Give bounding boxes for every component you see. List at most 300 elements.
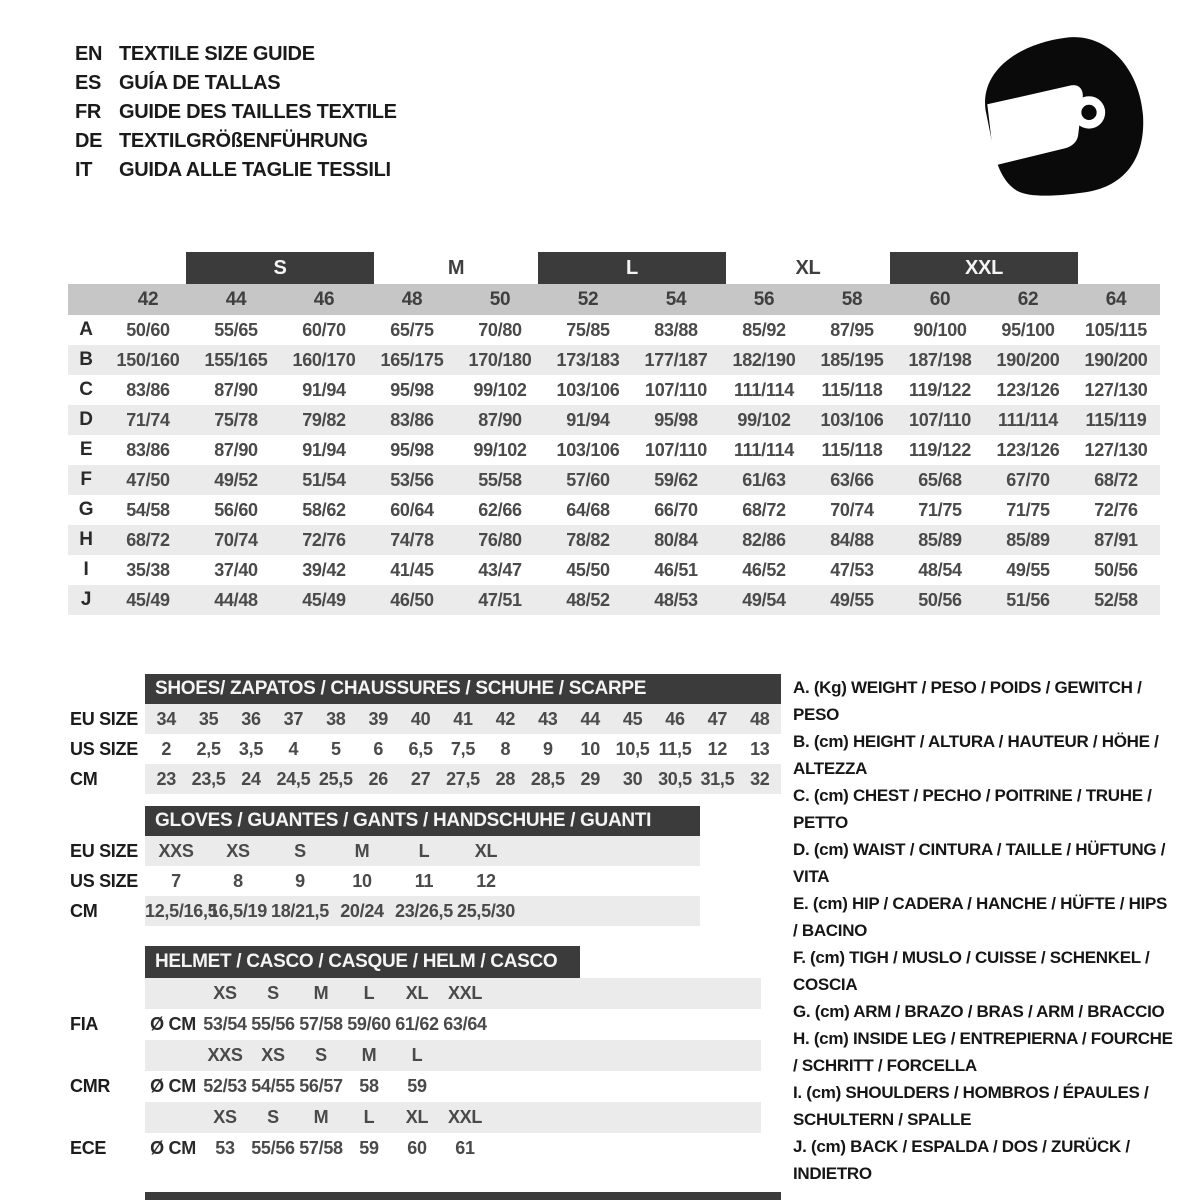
size-value-cell: 66/70: [654, 499, 698, 520]
size-value-cell: 127/130: [1084, 379, 1148, 400]
size-value-cell: 70/74: [830, 499, 874, 520]
racing-helmet-icon: [972, 30, 1152, 202]
size-value-cell: 119/122: [909, 379, 971, 400]
size-value-cell: 47: [707, 708, 728, 729]
size-value-cell: 11: [414, 870, 434, 891]
size-value-cell: 55/56: [251, 1138, 295, 1158]
size-value-cell: 53/54: [203, 1014, 247, 1034]
row-letter: A: [79, 319, 93, 340]
language-row: [75, 40, 397, 69]
column-header: 56: [753, 288, 775, 310]
measurement-legend: [793, 674, 1175, 1187]
textile-size-table: [68, 252, 1160, 615]
size-value-cell: 57/58: [299, 1138, 343, 1158]
size-value-cell: 123/126: [996, 379, 1060, 400]
size-value-cell: 23: [156, 768, 176, 789]
size-value-cell: 103/106: [556, 379, 620, 400]
language-row: [75, 98, 397, 127]
language-row: [75, 127, 397, 156]
size-value-cell: 23/26,5: [395, 900, 453, 921]
size-value-cell: 9: [295, 870, 305, 891]
size-value-cell: 42: [495, 708, 516, 729]
helmet-size-table: [70, 946, 781, 1164]
row-letter: C: [79, 379, 93, 400]
size-value-cell: XXL: [447, 983, 483, 1003]
size-value-cell: 50/60: [126, 319, 170, 340]
size-value-cell: 83/86: [126, 379, 170, 400]
size-value-cell: 79/82: [302, 409, 346, 430]
value-band: [145, 978, 761, 1009]
row-letter: B: [79, 349, 93, 370]
size-value-cell: 115/119: [1085, 409, 1147, 430]
language-code: ES: [75, 72, 102, 94]
row-letter: D: [79, 409, 93, 430]
size-value-cell: 68/72: [1094, 469, 1138, 490]
size-value-cell: 64/68: [566, 499, 610, 520]
legend-item-b: B. (cm) HEIGHT / ALTURA / HAUTEUR / HÖHE / ALTEZZA: [793, 732, 1159, 778]
size-value-cell: 41/45: [390, 559, 434, 580]
size-value-cell: S: [315, 1045, 327, 1065]
size-value-cell: 12: [476, 870, 496, 891]
size-value-cell: 46/50: [390, 589, 434, 610]
size-value-cell: 31,5: [700, 768, 735, 789]
row-label: EU SIZE: [70, 840, 138, 861]
row-label: US SIZE: [70, 738, 138, 759]
size-value-cell: 16,5/19: [209, 900, 267, 921]
size-value-cell: 12,5/16,5: [145, 900, 218, 921]
size-value-cell: 54/55: [251, 1076, 295, 1096]
numeric-size-header-row: [68, 284, 1160, 315]
size-value-cell: 60: [407, 1138, 427, 1158]
cropped-section-bar: [145, 1192, 781, 1200]
size-value-cell: 55/56: [251, 1014, 295, 1034]
language-title-list: [75, 40, 397, 185]
size-value-cell: 71/74: [126, 409, 170, 430]
size-value-cell: 48: [750, 708, 770, 729]
size-value-cell: S: [267, 1107, 279, 1127]
size-value-cell: 177/187: [644, 349, 708, 370]
column-header: 52: [577, 288, 599, 310]
size-value-cell: 47/50: [126, 469, 170, 490]
size-value-cell: 91/94: [566, 409, 610, 430]
guide-title: TEXTILE SIZE GUIDE: [119, 43, 315, 65]
size-value-cell: 37: [283, 708, 304, 729]
value-band: [145, 1071, 761, 1102]
size-value-cell: 99/102: [473, 439, 527, 460]
size-value-cell: 111/114: [998, 409, 1058, 430]
size-value-cell: 185/195: [820, 349, 884, 370]
size-row: [70, 704, 781, 734]
guide-title: GUIDA ALLE TAGLIE TESSILI: [119, 159, 391, 181]
row-letter: F: [80, 469, 92, 490]
measure-row-b: [68, 345, 1160, 375]
size-row: [70, 866, 781, 896]
size-band-s: S: [186, 252, 374, 284]
size-value-cell: 91/94: [302, 439, 346, 460]
value-band: [145, 1009, 761, 1040]
size-value-cell: 72/76: [1094, 499, 1138, 520]
size-value-cell: 83/86: [390, 409, 434, 430]
size-value-cell: 65/75: [390, 319, 434, 340]
language-row: [75, 69, 397, 98]
size-value-cell: S: [267, 983, 279, 1003]
gloves-size-table: [70, 806, 781, 926]
size-row: [70, 764, 781, 794]
size-value-cell: L: [363, 1107, 375, 1127]
size-value-cell: 32: [750, 768, 770, 789]
row-label: EU SIZE: [70, 708, 138, 729]
column-header: 46: [313, 288, 335, 310]
size-value-cell: M: [313, 1107, 329, 1127]
size-value-cell: 107/110: [645, 439, 707, 460]
size-value-cell: 36: [241, 708, 261, 729]
size-value-cell: 67/70: [1006, 469, 1050, 490]
diameter-cm-label: Ø CM: [150, 1076, 196, 1096]
size-value-cell: 56/57: [299, 1076, 343, 1096]
size-value-cell: M: [361, 1045, 377, 1065]
legend-item-e: E. (cm) HIP / CADERA / HANCHE / HÜFTE / HIPS / BACINO: [793, 894, 1168, 940]
column-header: 54: [665, 288, 687, 310]
size-band-l: L: [538, 252, 726, 284]
size-value-cell: 95/98: [654, 409, 698, 430]
size-value-cell: 53: [215, 1138, 235, 1158]
legend-item-j: J. (cm) BACK / ESPALDA / DOS / ZURÜCK / INDIETRO: [793, 1137, 1130, 1183]
value-band: [145, 1040, 761, 1071]
size-value-cell: 25,5: [318, 768, 353, 789]
size-value-cell: 105/115: [1085, 319, 1147, 340]
standard-row-ece: [70, 1133, 781, 1164]
legend-item-i: I. (cm) SHOULDERS / HOMBROS / ÉPAULES / SCHULTERN / SPALLE: [793, 1083, 1149, 1129]
size-value-cell: 46/51: [654, 559, 698, 580]
value-band: [145, 1133, 761, 1164]
size-value-cell: 44/48: [214, 589, 258, 610]
size-value-cell: 23,5: [191, 768, 226, 789]
size-value-cell: 30: [622, 768, 643, 789]
size-value-cell: XXS: [207, 1045, 243, 1065]
size-value-cell: 2: [161, 738, 172, 759]
size-value-cell: 45/50: [566, 559, 610, 580]
size-value-cell: 49/52: [214, 469, 258, 490]
size-value-cell: 41: [453, 708, 473, 729]
size-value-cell: 6: [373, 738, 384, 759]
language-row: [75, 156, 397, 185]
size-value-cell: L: [411, 1045, 423, 1065]
value-band: [145, 734, 781, 764]
size-value-cell: 6,5: [408, 738, 433, 759]
size-value-cell: 123/126: [996, 439, 1060, 460]
size-value-cell: 99/102: [737, 409, 791, 430]
measure-row-j: [68, 585, 1160, 615]
size-value-cell: 83/88: [654, 319, 698, 340]
size-value-cell: 87/90: [478, 409, 522, 430]
size-value-cell: XS: [226, 840, 250, 861]
size-value-cell: 103/106: [556, 439, 620, 460]
size-value-cell: 27: [410, 768, 431, 789]
size-value-cell: 18/21,5: [271, 900, 329, 921]
size-value-cell: 127/130: [1084, 439, 1148, 460]
size-value-cell: 71/75: [1006, 499, 1050, 520]
size-value-cell: 43: [538, 708, 558, 729]
size-value-cell: 10: [580, 738, 600, 759]
standard-row-fia: [70, 1009, 781, 1040]
guide-title: GUÍA DE TALLAS: [119, 72, 281, 94]
size-value-cell: 115/118: [821, 439, 883, 460]
size-value-cell: 56/60: [214, 499, 258, 520]
row-label: CMR: [70, 1076, 111, 1096]
size-value-cell: 59/62: [654, 469, 698, 490]
size-value-cell: 7: [171, 870, 181, 891]
measure-row-c: [68, 375, 1160, 405]
size-label-row: [70, 1102, 781, 1133]
size-value-cell: XL: [405, 1107, 429, 1127]
size-value-cell: 34: [156, 708, 176, 729]
size-value-cell: 119/122: [909, 439, 971, 460]
size-value-cell: 182/190: [732, 349, 796, 370]
size-value-cell: 45/49: [302, 589, 346, 610]
size-value-cell: 78/82: [566, 529, 610, 550]
size-value-cell: 24: [241, 768, 261, 789]
size-value-cell: XXS: [158, 840, 194, 861]
standard-row-cmr: [70, 1071, 781, 1102]
size-value-cell: XS: [261, 1045, 285, 1065]
measure-row-e: [68, 435, 1160, 465]
size-value-cell: 10: [352, 870, 372, 891]
size-value-cell: 165/175: [380, 349, 444, 370]
size-value-cell: 115/118: [821, 379, 883, 400]
size-value-cell: 43/47: [478, 559, 522, 580]
size-value-cell: 62/66: [478, 499, 522, 520]
size-value-cell: 61: [455, 1138, 475, 1158]
size-value-cell: 5: [330, 738, 341, 759]
size-value-cell: 37/40: [214, 559, 258, 580]
shoes-section-header: SHOES/ ZAPATOS / CHAUSSURES / SCHUHE / SCARPE: [145, 674, 781, 704]
value-band: [145, 764, 781, 794]
size-value-cell: 80/84: [654, 529, 698, 550]
size-value-cell: 28: [495, 768, 516, 789]
size-value-cell: 20/24: [340, 900, 384, 921]
column-header: 60: [929, 288, 951, 310]
size-value-cell: 55/65: [214, 319, 258, 340]
size-value-cell: L: [363, 983, 375, 1003]
size-value-cell: 50/56: [1094, 559, 1138, 580]
size-value-cell: 103/106: [820, 409, 884, 430]
size-value-cell: 3,5: [238, 738, 264, 759]
size-value-cell: 90/100: [913, 319, 967, 340]
language-code: DE: [75, 130, 103, 152]
guide-title: GUIDE DES TAILLES TEXTILE: [119, 101, 397, 123]
size-value-cell: M: [354, 840, 370, 861]
row-letter: G: [78, 499, 94, 520]
size-value-cell: 87/90: [214, 379, 258, 400]
size-value-cell: 82/86: [742, 529, 786, 550]
size-value-cell: 60/70: [302, 319, 346, 340]
size-value-cell: 60/64: [390, 499, 434, 520]
size-value-cell: 49/54: [742, 589, 786, 610]
column-header: 44: [225, 288, 247, 310]
size-label-row: [70, 978, 781, 1009]
gloves-section-header: GLOVES / GUANTES / GANTS / HANDSCHUHE / GUANTI: [145, 806, 700, 836]
size-value-cell: 68/72: [742, 499, 786, 520]
size-value-cell: 173/183: [556, 349, 620, 370]
row-label: [70, 1102, 145, 1133]
row-label: CM: [70, 900, 98, 921]
size-value-cell: 40: [410, 708, 431, 729]
size-row: [70, 896, 781, 926]
size-value-cell: 59/60: [347, 1014, 391, 1034]
size-value-cell: XS: [213, 983, 237, 1003]
gloves-rows: [70, 836, 781, 926]
row-label: FIA: [70, 1014, 99, 1034]
language-code: IT: [75, 159, 93, 181]
row-letter: J: [80, 589, 92, 610]
size-value-cell: 85/89: [1006, 529, 1050, 550]
size-value-cell: 63/64: [443, 1014, 487, 1034]
size-value-cell: XL: [474, 840, 498, 861]
size-value-cell: 155/165: [204, 349, 268, 370]
size-value-cell: 10,5: [615, 738, 650, 759]
size-value-cell: 76/80: [478, 529, 522, 550]
column-header: 58: [841, 288, 863, 310]
size-value-cell: 63/66: [830, 469, 874, 490]
value-band: [145, 704, 781, 734]
size-value-cell: 111/114: [734, 439, 794, 460]
size-value-cell: 47/51: [478, 589, 522, 610]
size-value-cell: 26: [368, 768, 388, 789]
size-value-cell: 68/72: [126, 529, 170, 550]
diameter-cm-label: Ø CM: [150, 1014, 196, 1034]
column-header: 50: [489, 288, 511, 310]
size-label-row: [70, 1040, 781, 1071]
size-value-cell: 59: [407, 1076, 427, 1096]
value-band: [145, 896, 700, 926]
size-value-cell: 8: [233, 870, 243, 891]
size-value-cell: 50/56: [918, 589, 962, 610]
size-value-cell: 46: [665, 708, 685, 729]
diameter-cm-label: Ø CM: [150, 1138, 196, 1158]
size-value-cell: 59: [359, 1138, 379, 1158]
legend-item-a: A. (Kg) WEIGHT / PESO / POIDS / GEWITCH / PESO: [793, 678, 1142, 724]
size-value-cell: 87/91: [1094, 529, 1138, 550]
size-value-cell: 54/58: [126, 499, 170, 520]
size-value-cell: 187/198: [908, 349, 972, 370]
size-band-row: [68, 252, 1160, 284]
size-value-cell: 84/88: [830, 529, 874, 550]
size-value-cell: 45: [622, 708, 643, 729]
value-band: [145, 836, 700, 866]
size-value-cell: 12: [707, 738, 728, 759]
size-value-cell: 51/56: [1006, 589, 1050, 610]
size-value-cell: 8: [500, 738, 511, 759]
size-value-cell: 39: [368, 708, 388, 729]
measure-row-g: [68, 495, 1160, 525]
measure-row-i: [68, 555, 1160, 585]
size-band-xxl: XXL: [890, 252, 1078, 284]
size-value-cell: 52/58: [1094, 589, 1138, 610]
legend-item-h: H. (cm) INSIDE LEG / ENTREPIERNA / FOURCHE / SCHRITT / FORCELLA: [793, 1029, 1173, 1075]
size-value-cell: 44: [580, 708, 600, 729]
size-value-cell: 111/114: [734, 379, 794, 400]
value-band: [145, 866, 700, 896]
legend-item-g: G. (cm) ARM / BRAZO / BRAS / ARM / BRACCIO: [793, 1002, 1165, 1021]
size-value-cell: 7,5: [450, 738, 476, 759]
size-value-cell: 107/110: [909, 409, 971, 430]
size-value-cell: 24,5: [276, 768, 311, 789]
size-value-cell: XS: [213, 1107, 237, 1127]
size-band-xl: XL: [795, 256, 821, 279]
column-header: 42: [137, 288, 159, 310]
size-value-cell: 87/90: [214, 439, 258, 460]
row-label: US SIZE: [70, 870, 138, 891]
size-value-cell: 48/54: [918, 559, 962, 580]
size-value-cell: 83/86: [126, 439, 170, 460]
size-value-cell: 47/53: [830, 559, 874, 580]
column-header: 48: [401, 288, 423, 310]
legend-item-c: C. (cm) CHEST / PECHO / POITRINE / TRUHE / PETTO: [793, 786, 1152, 832]
size-value-cell: 35/38: [126, 559, 170, 580]
size-value-cell: 170/180: [468, 349, 532, 370]
size-value-cell: 30,5: [658, 768, 692, 789]
size-value-cell: 61/63: [742, 469, 786, 490]
helmet-rows: [70, 978, 781, 1164]
size-value-cell: S: [294, 840, 306, 861]
size-value-cell: 55/58: [478, 469, 522, 490]
size-value-cell: 70/74: [214, 529, 258, 550]
size-value-cell: 95/100: [1001, 319, 1055, 340]
row-label: [70, 1040, 145, 1071]
shoes-rows: [70, 704, 781, 794]
size-value-cell: 190/200: [1084, 349, 1148, 370]
size-value-cell: 58: [359, 1076, 379, 1096]
column-header: 64: [1105, 288, 1127, 310]
column-header: 62: [1017, 288, 1039, 310]
size-value-cell: 49/55: [830, 589, 874, 610]
size-value-cell: 49/55: [1006, 559, 1050, 580]
value-band: [145, 1102, 761, 1133]
size-value-cell: 150/160: [116, 349, 180, 370]
size-value-cell: 39/42: [302, 559, 346, 580]
legend-item-f: F. (cm) TIGH / MUSLO / CUISSE / SCHENKEL / COSCIA: [793, 948, 1150, 994]
size-value-cell: 29: [580, 768, 600, 789]
size-value-cell: XXL: [447, 1107, 483, 1127]
size-value-cell: 99/102: [473, 379, 527, 400]
size-value-cell: 13: [750, 738, 770, 759]
size-value-cell: 72/76: [302, 529, 346, 550]
size-value-cell: M: [313, 983, 329, 1003]
measure-row-f: [68, 465, 1160, 495]
size-value-cell: 70/80: [478, 319, 522, 340]
size-value-cell: 25,5/30: [457, 900, 515, 921]
size-value-cell: 27,5: [446, 768, 480, 789]
size-row: [70, 734, 781, 764]
helmet-section-header: HELMET / CASCO / CASQUE / HELM / CASCO: [145, 946, 580, 978]
size-value-cell: 11,5: [658, 738, 692, 759]
row-letter: E: [79, 439, 93, 460]
size-value-cell: 87/95: [830, 319, 874, 340]
language-code: FR: [75, 101, 102, 123]
size-row: [70, 836, 781, 866]
size-value-cell: 61/62: [395, 1014, 439, 1034]
size-value-cell: 45/49: [126, 589, 170, 610]
size-value-cell: 160/170: [292, 349, 356, 370]
measure-row-h: [68, 525, 1160, 555]
size-value-cell: 58/62: [302, 499, 346, 520]
size-value-cell: 95/98: [390, 439, 434, 460]
size-value-cell: 95/98: [390, 379, 434, 400]
size-value-cell: 52/53: [203, 1076, 247, 1096]
measure-row-a: [68, 315, 1160, 345]
size-value-cell: 48/52: [566, 589, 610, 610]
size-value-cell: 2,5: [196, 738, 221, 759]
